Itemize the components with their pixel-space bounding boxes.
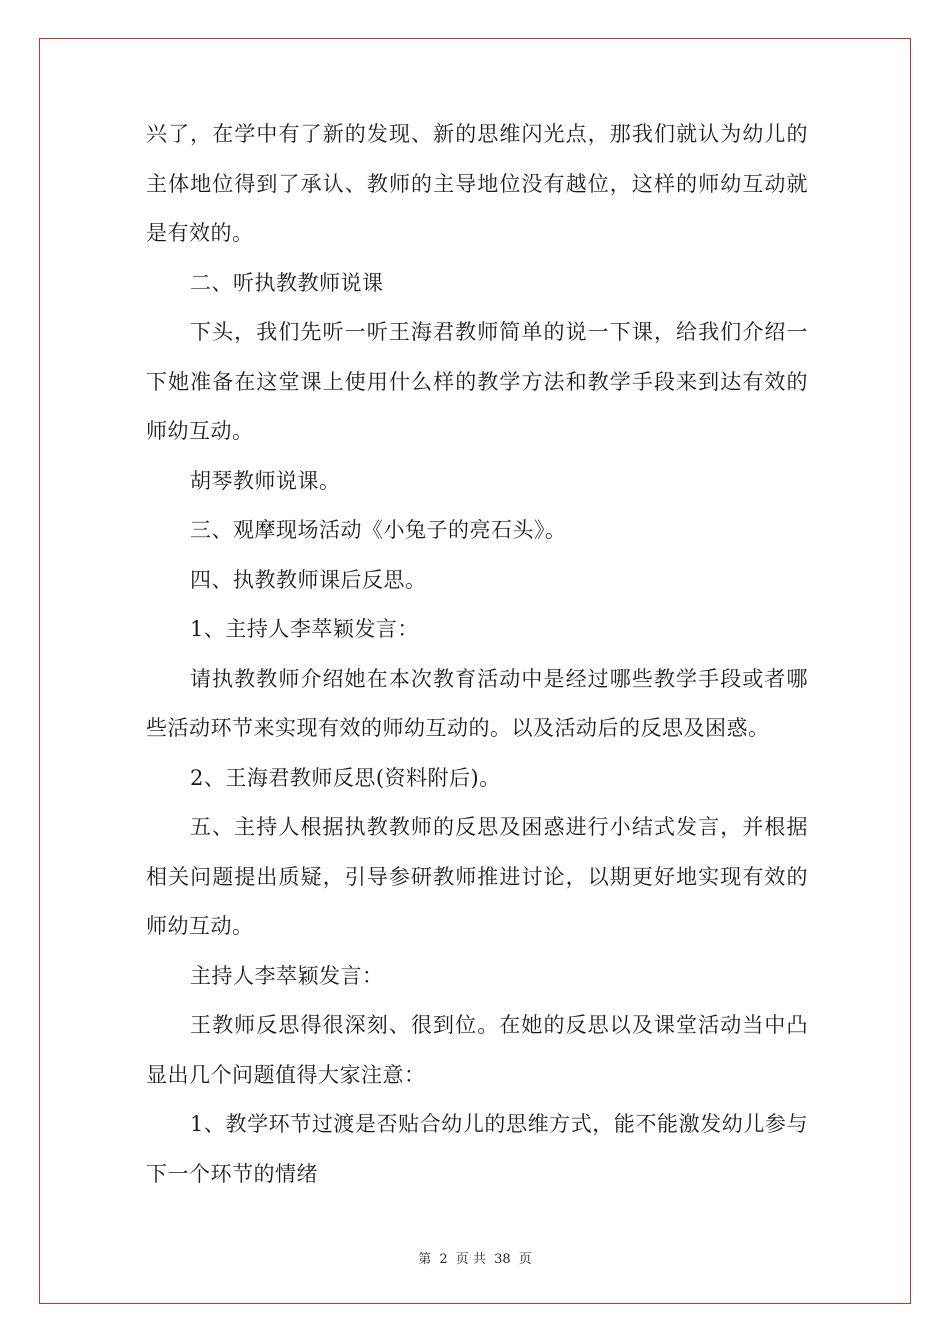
paragraph-8: 请执教教师介绍她在本次教育活动中是经过哪些教学手段或者哪些活动环节来实现有效的师幼互动的。以及活动后的反思及困惑。 [146,666,808,740]
paragraph-1: 兴了，在学中有了新的发现、新的思维闪光点，那我们就认为幼儿的主体地位得到了承认、教师的主导地位没有越位，这样的师幼互动就是有效的。 [146,122,808,245]
paragraph-11: 主持人李萃颖发言： [190,963,384,988]
list-item-1: 1、主持人李萃颖发言： [190,617,419,641]
list-item-2: 2、王海君教师反思(资料附后)。 [190,765,501,790]
section-heading-2: 二、听执教教师说课 [190,270,384,295]
footer-middle: 页 共 [455,1252,486,1267]
paragraph-3: 下头，我们先听一听王海君教师简单的说一下课，给我们介绍一下她准备在这堂课上使用什么样的教学方法和教学手段来到达有效的师幼互动。 [146,320,808,443]
footer-prefix: 第 [418,1252,432,1267]
footer-suffix: 页 [518,1252,532,1267]
document-body [146,110,808,1199]
section-heading-5: 五、主持人根据执教教师的反思及困惑进行小结式发言，并根据相关问题提出质疑，引导参研教师推进讨论，以期更好地实现有效的师幼互动。 [146,815,808,938]
section-heading-3: 三、观摩现场活动《小兔子的亮石头》。 [190,518,567,542]
footer-current-page: 2 [439,1252,448,1267]
footer-total-pages: 38 [494,1252,511,1267]
page-footer [0,1248,950,1267]
paragraph-12: 王教师反思得很深刻、很到位。在她的反思以及课堂活动当中凸显出几个问题值得大家注意： [146,1013,808,1087]
paragraph-4: 胡琴教师说课。 [190,468,341,493]
section-heading-4: 四、执教教师课后反思。 [190,567,427,592]
list-item-3: 1、教学环节过渡是否贴合幼儿的思维方式，能不能激发幼儿参与下一个环节的情绪 [146,1112,808,1186]
